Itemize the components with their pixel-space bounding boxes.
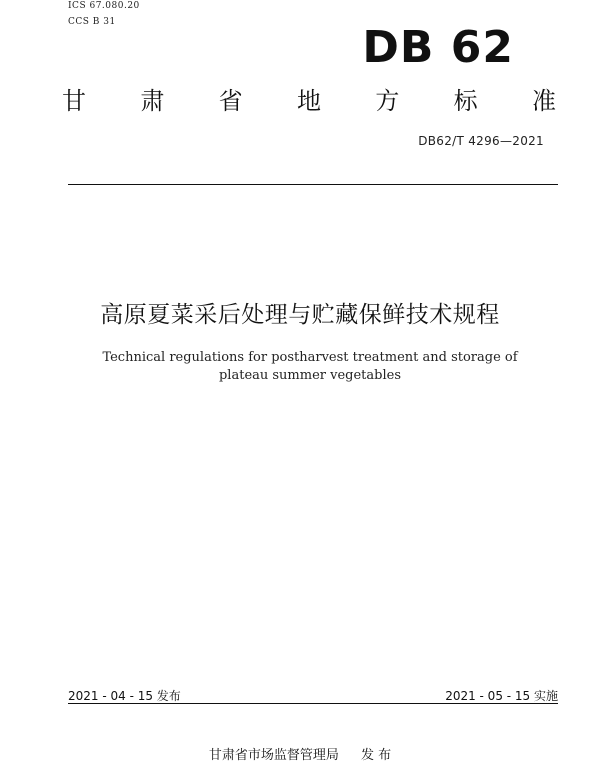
document-title-chinese: 高原夏菜采后处理与贮藏保鲜技术规程 <box>100 302 500 328</box>
standard-type-char: 标 <box>453 87 478 115</box>
document-title-english: Technical regulations for postharvest treatment and storage of plateau summer vegetables <box>102 350 518 383</box>
publisher-name: 甘肃省市场监督管理局 <box>208 748 339 763</box>
standard-type-char: 准 <box>531 87 556 115</box>
db62-logo: DB 62 <box>362 22 514 73</box>
standard-type-char: 肃 <box>140 87 165 115</box>
publisher-action: 发 布 <box>360 748 392 763</box>
top-divider <box>68 184 558 185</box>
standard-type-heading <box>62 86 556 116</box>
standard-type-char: 方 <box>375 87 400 115</box>
standard-type-char: 地 <box>296 87 321 115</box>
publisher-line <box>0 744 600 763</box>
publish-date: 2021 - 04 - 15 发布 <box>68 689 181 703</box>
standard-code: DB62/T 4296—2021 <box>418 134 544 148</box>
ics-code: ICS 67.080.20 <box>68 1 140 11</box>
ccs-code: CCS B 31 <box>68 17 116 27</box>
implementation-date: 2021 - 05 - 15 实施 <box>445 689 558 703</box>
bottom-divider <box>68 703 558 704</box>
standard-type-char: 省 <box>218 87 243 115</box>
standard-type-char: 甘 <box>62 87 86 115</box>
